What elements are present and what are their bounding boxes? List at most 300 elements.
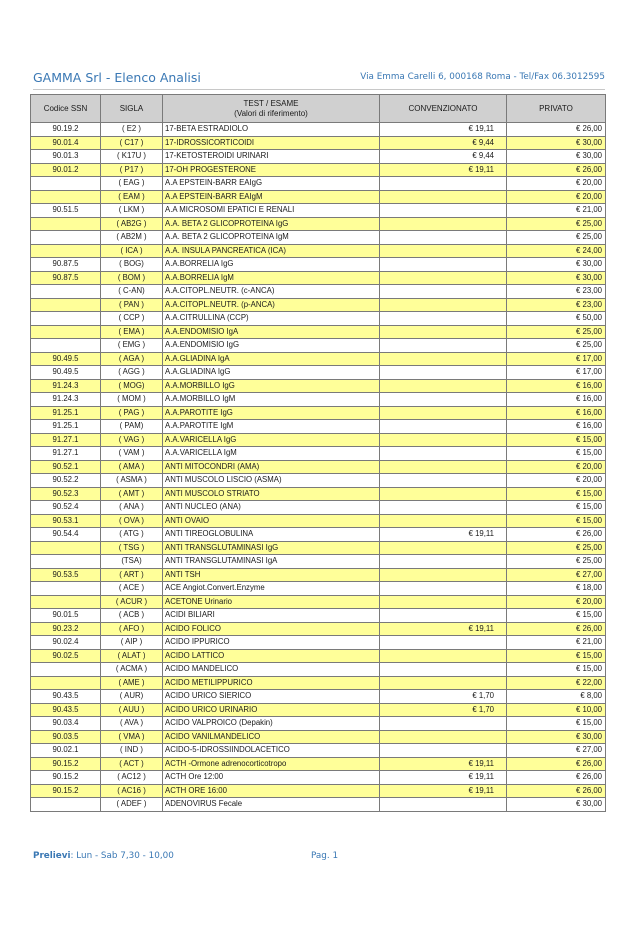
- cell-sigla: (TSA): [101, 555, 163, 569]
- cell-test: ACTH ORE 16:00: [163, 784, 380, 798]
- page-number: Pag. 1: [311, 851, 339, 861]
- cell-privato: € 17,00: [507, 352, 606, 366]
- cell-test: A.A.BORRELIA IgG: [163, 258, 380, 272]
- cell-sigla: ( C17 ): [101, 136, 163, 150]
- col-header-ssn: Codice SSN: [31, 95, 101, 123]
- cell-sigla: ( E2 ): [101, 123, 163, 137]
- cell-test: A.A.GLIADINA IgA: [163, 352, 380, 366]
- cell-sigla: ( LKM ): [101, 204, 163, 218]
- cell-privato: € 30,00: [507, 258, 606, 272]
- cell-privato: € 20,00: [507, 460, 606, 474]
- cell-ssn: 90.52.2: [31, 474, 101, 488]
- table-row: [31, 258, 606, 272]
- cell-privato: € 25,00: [507, 217, 606, 231]
- cell-sigla: ( OVA ): [101, 514, 163, 528]
- table-row: [31, 744, 606, 758]
- cell-test: A.A.MORBILLO IgG: [163, 379, 380, 393]
- cell-sigla: ( EMG ): [101, 339, 163, 353]
- cell-test: A.A. BETA 2 GLICOPROTEINA IgG: [163, 217, 380, 231]
- cell-privato: € 24,00: [507, 244, 606, 258]
- table-row: [31, 285, 606, 299]
- cell-convenzionato: [380, 730, 507, 744]
- cell-privato: € 22,00: [507, 676, 606, 690]
- cell-sigla: ( AC12 ): [101, 771, 163, 785]
- cell-ssn: [31, 582, 101, 596]
- table-row: [31, 352, 606, 366]
- cell-ssn: [31, 339, 101, 353]
- cell-privato: € 15,00: [507, 663, 606, 677]
- cell-convenzionato: [380, 514, 507, 528]
- table-row: [31, 163, 606, 177]
- cell-sigla: ( AB2M ): [101, 231, 163, 245]
- cell-convenzionato: [380, 541, 507, 555]
- page-footer: [33, 851, 605, 863]
- cell-sigla: ( BOM ): [101, 271, 163, 285]
- cell-sigla: ( PAG ): [101, 406, 163, 420]
- cell-ssn: [31, 285, 101, 299]
- cell-test: A.A. BETA 2 GLICOPROTEINA IgM: [163, 231, 380, 245]
- analysis-table: [30, 94, 606, 812]
- cell-privato: € 30,00: [507, 271, 606, 285]
- cell-privato: € 25,00: [507, 541, 606, 555]
- cell-ssn: 90.15.2: [31, 784, 101, 798]
- cell-privato: € 30,00: [507, 150, 606, 164]
- cell-sigla: ( MOG): [101, 379, 163, 393]
- cell-test: ACIDO-5-IDROSSIINDOLACETICO: [163, 744, 380, 758]
- cell-test: A.A EPSTEIN-BARR EAIgM: [163, 190, 380, 204]
- table-row: [31, 420, 606, 434]
- cell-sigla: ( ACUR ): [101, 595, 163, 609]
- cell-convenzionato: [380, 460, 507, 474]
- table-row: [31, 474, 606, 488]
- table-row: [31, 622, 606, 636]
- table-row: [31, 730, 606, 744]
- cell-privato: € 17,00: [507, 366, 606, 380]
- cell-test: A.A.ENDOMISIO IgG: [163, 339, 380, 353]
- cell-privato: € 30,00: [507, 136, 606, 150]
- cell-convenzionato: [380, 217, 507, 231]
- cell-convenzionato: [380, 474, 507, 488]
- cell-privato: € 20,00: [507, 177, 606, 191]
- cell-test: A.A.CITRULLINA (CCP): [163, 312, 380, 326]
- cell-privato: € 26,00: [507, 771, 606, 785]
- table-row: [31, 325, 606, 339]
- cell-test: A.A. INSULA PANCREATICA (ICA): [163, 244, 380, 258]
- cell-convenzionato: [380, 298, 507, 312]
- prelievi-hours: : Lun - Sab 7,30 - 10,00: [70, 851, 174, 861]
- cell-test: A.A.BORRELIA IgM: [163, 271, 380, 285]
- cell-privato: € 21,00: [507, 204, 606, 218]
- cell-test: A.A.PAROTITE IgG: [163, 406, 380, 420]
- cell-convenzionato: [380, 582, 507, 596]
- cell-ssn: 90.87.5: [31, 271, 101, 285]
- cell-sigla: ( VMA ): [101, 730, 163, 744]
- cell-sigla: ( AC16 ): [101, 784, 163, 798]
- col-header-test: [163, 95, 380, 123]
- table-row: [31, 703, 606, 717]
- cell-sigla: ( ACB ): [101, 609, 163, 623]
- cell-test: ANTI TIREOGLOBULINA: [163, 528, 380, 542]
- table-row: [31, 136, 606, 150]
- cell-convenzionato: [380, 312, 507, 326]
- cell-convenzionato: [380, 744, 507, 758]
- col-header-test-title: TEST / ESAME: [243, 98, 299, 108]
- cell-sigla: ( AMA ): [101, 460, 163, 474]
- company-address: Via Emma Carelli 6, 000168 Roma - Tel/Fax 06.3012595: [360, 72, 605, 82]
- cell-privato: € 20,00: [507, 595, 606, 609]
- cell-ssn: 90.19.2: [31, 123, 101, 137]
- table-row: [31, 150, 606, 164]
- cell-test: 17-IDROSSICORTICOIDI: [163, 136, 380, 150]
- cell-convenzionato: € 19,11: [380, 771, 507, 785]
- cell-sigla: ( AUR): [101, 690, 163, 704]
- cell-sigla: ( BOG): [101, 258, 163, 272]
- cell-privato: € 50,00: [507, 312, 606, 326]
- table-row: [31, 528, 606, 542]
- cell-test: A.A.VARICELLA IgG: [163, 433, 380, 447]
- cell-ssn: 91.27.1: [31, 433, 101, 447]
- cell-sigla: ( CCP ): [101, 312, 163, 326]
- cell-privato: € 15,00: [507, 609, 606, 623]
- cell-privato: € 26,00: [507, 757, 606, 771]
- cell-test: A.A.CITOPL.NEUTR. (p-ANCA): [163, 298, 380, 312]
- cell-privato: € 15,00: [507, 717, 606, 731]
- cell-privato: € 25,00: [507, 555, 606, 569]
- cell-ssn: 91.25.1: [31, 420, 101, 434]
- table-row: [31, 690, 606, 704]
- cell-convenzionato: € 9,44: [380, 136, 507, 150]
- table-row: [31, 123, 606, 137]
- cell-convenzionato: € 19,11: [380, 757, 507, 771]
- cell-ssn: [31, 325, 101, 339]
- cell-privato: € 18,00: [507, 582, 606, 596]
- cell-privato: € 16,00: [507, 393, 606, 407]
- cell-test: A.A.VARICELLA IgM: [163, 447, 380, 461]
- cell-test: A.A.MORBILLO IgM: [163, 393, 380, 407]
- cell-test: ACTH Ore 12:00: [163, 771, 380, 785]
- cell-sigla: ( VAM ): [101, 447, 163, 461]
- cell-sigla: ( AGG ): [101, 366, 163, 380]
- cell-ssn: 90.43.5: [31, 703, 101, 717]
- cell-privato: € 15,00: [507, 501, 606, 515]
- cell-test: ANTI MITOCONDRI (AMA): [163, 460, 380, 474]
- cell-sigla: ( K17U ): [101, 150, 163, 164]
- cell-sigla: ( C-AN): [101, 285, 163, 299]
- cell-sigla: ( ACE ): [101, 582, 163, 596]
- table-row: [31, 204, 606, 218]
- cell-ssn: 91.25.1: [31, 406, 101, 420]
- cell-ssn: 90.52.4: [31, 501, 101, 515]
- prelievi-label: Prelievi: [33, 851, 71, 861]
- col-header-test-subtitle: (Valori di riferimento): [234, 108, 308, 118]
- cell-test: ADENOVIRUS Fecale: [163, 798, 380, 812]
- cell-convenzionato: [380, 595, 507, 609]
- table-row: [31, 663, 606, 677]
- cell-sigla: ( AGA ): [101, 352, 163, 366]
- cell-ssn: [31, 312, 101, 326]
- table-row: [31, 460, 606, 474]
- cell-convenzionato: € 1,70: [380, 703, 507, 717]
- cell-ssn: [31, 231, 101, 245]
- cell-sigla: ( IND ): [101, 744, 163, 758]
- table-row: [31, 339, 606, 353]
- cell-privato: € 15,00: [507, 514, 606, 528]
- cell-ssn: 90.52.3: [31, 487, 101, 501]
- cell-ssn: 90.51.5: [31, 204, 101, 218]
- cell-test: ANTI OVAIO: [163, 514, 380, 528]
- table-row: [31, 595, 606, 609]
- cell-sigla: ( AUU ): [101, 703, 163, 717]
- cell-ssn: [31, 595, 101, 609]
- cell-test: A.A.PAROTITE IgM: [163, 420, 380, 434]
- cell-privato: € 25,00: [507, 325, 606, 339]
- cell-test: ANTI TRANSGLUTAMINASI IgG: [163, 541, 380, 555]
- cell-convenzionato: [380, 231, 507, 245]
- cell-privato: € 26,00: [507, 784, 606, 798]
- table-row: [31, 717, 606, 731]
- cell-convenzionato: [380, 555, 507, 569]
- table-body: [31, 123, 606, 812]
- cell-test: 17-OH PROGESTERONE: [163, 163, 380, 177]
- cell-ssn: 90.15.2: [31, 771, 101, 785]
- col-header-priv: PRIVATO: [507, 95, 606, 123]
- cell-ssn: [31, 663, 101, 677]
- cell-sigla: ( TSG ): [101, 541, 163, 555]
- cell-test: ACIDO LATTICO: [163, 649, 380, 663]
- cell-test: A.A.CITOPL.NEUTR. (c-ANCA): [163, 285, 380, 299]
- cell-ssn: 90.02.1: [31, 744, 101, 758]
- cell-convenzionato: [380, 177, 507, 191]
- cell-convenzionato: [380, 366, 507, 380]
- table-row: [31, 312, 606, 326]
- cell-convenzionato: [380, 379, 507, 393]
- cell-test: ANTI TSH: [163, 568, 380, 582]
- table-row: [31, 190, 606, 204]
- table-row: [31, 433, 606, 447]
- cell-privato: € 8,00: [507, 690, 606, 704]
- cell-test: ACIDO IPPURICO: [163, 636, 380, 650]
- cell-test: ACE Angiot.Convert.Enzyme: [163, 582, 380, 596]
- cell-privato: € 20,00: [507, 474, 606, 488]
- cell-convenzionato: [380, 352, 507, 366]
- cell-test: ACTH -Ormone adrenocorticotropo: [163, 757, 380, 771]
- cell-ssn: [31, 798, 101, 812]
- table-row: [31, 771, 606, 785]
- cell-ssn: 90.52.1: [31, 460, 101, 474]
- table-header-row: [31, 95, 606, 123]
- table-row: [31, 514, 606, 528]
- cell-ssn: 90.49.5: [31, 366, 101, 380]
- cell-privato: € 23,00: [507, 298, 606, 312]
- cell-test: ACIDO VANILMANDELICO: [163, 730, 380, 744]
- cell-ssn: [31, 190, 101, 204]
- table-row: [31, 231, 606, 245]
- prelievi-info: [33, 851, 174, 861]
- cell-convenzionato: € 9,44: [380, 150, 507, 164]
- cell-sigla: ( ACMA ): [101, 663, 163, 677]
- cell-privato: € 30,00: [507, 730, 606, 744]
- cell-convenzionato: [380, 244, 507, 258]
- cell-sigla: ( PAM): [101, 420, 163, 434]
- cell-ssn: [31, 298, 101, 312]
- cell-ssn: 90.03.4: [31, 717, 101, 731]
- cell-privato: € 16,00: [507, 420, 606, 434]
- cell-ssn: [31, 541, 101, 555]
- table-row: [31, 649, 606, 663]
- cell-sigla: ( AMT ): [101, 487, 163, 501]
- table-row: [31, 406, 606, 420]
- cell-test: 17-BETA ESTRADIOLO: [163, 123, 380, 137]
- cell-test: ACIDO MANDELICO: [163, 663, 380, 677]
- cell-convenzionato: [380, 420, 507, 434]
- cell-convenzionato: [380, 271, 507, 285]
- cell-ssn: 90.03.5: [31, 730, 101, 744]
- cell-ssn: 90.01.5: [31, 609, 101, 623]
- cell-convenzionato: € 19,11: [380, 622, 507, 636]
- cell-privato: € 25,00: [507, 339, 606, 353]
- table-row: [31, 217, 606, 231]
- cell-convenzionato: [380, 568, 507, 582]
- cell-ssn: 90.49.5: [31, 352, 101, 366]
- cell-privato: € 10,00: [507, 703, 606, 717]
- cell-convenzionato: [380, 663, 507, 677]
- page-header: [33, 70, 605, 88]
- cell-convenzionato: [380, 717, 507, 731]
- cell-test: ANTI TRANSGLUTAMINASI IgA: [163, 555, 380, 569]
- cell-privato: € 26,00: [507, 163, 606, 177]
- cell-test: ACETONE Urinario: [163, 595, 380, 609]
- cell-privato: € 25,00: [507, 231, 606, 245]
- cell-privato: € 23,00: [507, 285, 606, 299]
- cell-convenzionato: [380, 433, 507, 447]
- table-row: [31, 676, 606, 690]
- cell-test: ANTI MUSCOLO STRIATO: [163, 487, 380, 501]
- cell-sigla: ( ADEF ): [101, 798, 163, 812]
- cell-ssn: 91.24.3: [31, 379, 101, 393]
- cell-convenzionato: € 19,11: [380, 528, 507, 542]
- cell-privato: € 27,00: [507, 744, 606, 758]
- cell-privato: € 20,00: [507, 190, 606, 204]
- table-row: [31, 784, 606, 798]
- col-header-sigla: SIGLA: [101, 95, 163, 123]
- table-row: [31, 393, 606, 407]
- table-row: [31, 298, 606, 312]
- cell-test: ACIDO URICO SIERICO: [163, 690, 380, 704]
- cell-sigla: ( ACT ): [101, 757, 163, 771]
- cell-convenzionato: [380, 339, 507, 353]
- table-row: [31, 555, 606, 569]
- cell-sigla: ( AME ): [101, 676, 163, 690]
- company-name: GAMMA Srl - Elenco Analisi: [33, 70, 201, 85]
- cell-sigla: ( EAM ): [101, 190, 163, 204]
- cell-test: ACIDO VALPROICO (Depakin): [163, 717, 380, 731]
- table-row: [31, 271, 606, 285]
- cell-ssn: 90.53.1: [31, 514, 101, 528]
- cell-test: ANTI MUSCOLO LISCIO (ASMA): [163, 474, 380, 488]
- cell-sigla: ( ART ): [101, 568, 163, 582]
- header-divider: [33, 89, 605, 90]
- cell-privato: € 15,00: [507, 447, 606, 461]
- cell-convenzionato: [380, 798, 507, 812]
- cell-ssn: 90.87.5: [31, 258, 101, 272]
- cell-ssn: 90.02.5: [31, 649, 101, 663]
- table-row: [31, 447, 606, 461]
- table-row: [31, 541, 606, 555]
- cell-ssn: [31, 244, 101, 258]
- cell-convenzionato: [380, 325, 507, 339]
- cell-ssn: 90.15.2: [31, 757, 101, 771]
- cell-ssn: [31, 555, 101, 569]
- cell-convenzionato: € 1,70: [380, 690, 507, 704]
- cell-test: ACIDI BILIARI: [163, 609, 380, 623]
- cell-sigla: ( ATG ): [101, 528, 163, 542]
- cell-ssn: [31, 217, 101, 231]
- cell-test: ANTI NUCLEO (ANA): [163, 501, 380, 515]
- cell-convenzionato: [380, 649, 507, 663]
- cell-test: 17-KETOSTEROIDI URINARI: [163, 150, 380, 164]
- cell-ssn: 90.02.4: [31, 636, 101, 650]
- table-row: [31, 798, 606, 812]
- cell-convenzionato: [380, 393, 507, 407]
- table-row: [31, 244, 606, 258]
- cell-ssn: 90.43.5: [31, 690, 101, 704]
- cell-ssn: 91.27.1: [31, 447, 101, 461]
- cell-privato: € 16,00: [507, 406, 606, 420]
- cell-privato: € 26,00: [507, 528, 606, 542]
- cell-sigla: ( AB2G ): [101, 217, 163, 231]
- cell-convenzionato: [380, 487, 507, 501]
- table-row: [31, 177, 606, 191]
- cell-convenzionato: € 19,11: [380, 163, 507, 177]
- cell-test: A.A.GLIADINA IgG: [163, 366, 380, 380]
- cell-convenzionato: € 19,11: [380, 123, 507, 137]
- cell-convenzionato: [380, 285, 507, 299]
- cell-test: ACIDO URICO URINARIO: [163, 703, 380, 717]
- cell-ssn: 90.01.4: [31, 136, 101, 150]
- cell-convenzionato: € 19,11: [380, 784, 507, 798]
- cell-sigla: ( P17 ): [101, 163, 163, 177]
- cell-convenzionato: [380, 258, 507, 272]
- cell-ssn: 91.24.3: [31, 393, 101, 407]
- table-row: [31, 487, 606, 501]
- cell-convenzionato: [380, 609, 507, 623]
- cell-convenzionato: [380, 447, 507, 461]
- cell-privato: € 21,00: [507, 636, 606, 650]
- cell-privato: € 16,00: [507, 379, 606, 393]
- cell-convenzionato: [380, 501, 507, 515]
- cell-sigla: ( MOM ): [101, 393, 163, 407]
- cell-test: ACIDO METILIPPURICO: [163, 676, 380, 690]
- cell-convenzionato: [380, 636, 507, 650]
- cell-test: A.A MICROSOMI EPATICI E RENALI: [163, 204, 380, 218]
- table-row: [31, 582, 606, 596]
- cell-test: A.A EPSTEIN-BARR EAIgG: [163, 177, 380, 191]
- cell-sigla: ( ICA ): [101, 244, 163, 258]
- cell-privato: € 30,00: [507, 798, 606, 812]
- table-row: [31, 501, 606, 515]
- col-header-conv: CONVENZIONATO: [380, 95, 507, 123]
- cell-sigla: ( VAG ): [101, 433, 163, 447]
- cell-ssn: 90.01.2: [31, 163, 101, 177]
- cell-ssn: 90.54.4: [31, 528, 101, 542]
- cell-privato: € 27,00: [507, 568, 606, 582]
- table-row: [31, 609, 606, 623]
- cell-sigla: ( ANA ): [101, 501, 163, 515]
- cell-test: A.A.ENDOMISIO IgA: [163, 325, 380, 339]
- cell-ssn: [31, 676, 101, 690]
- cell-ssn: 90.53.5: [31, 568, 101, 582]
- cell-sigla: ( ASMA ): [101, 474, 163, 488]
